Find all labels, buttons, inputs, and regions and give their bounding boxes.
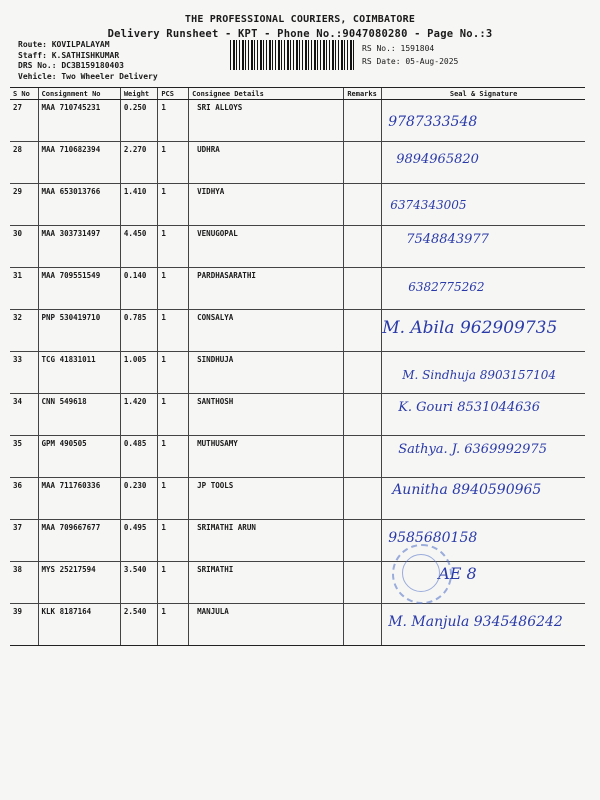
cell-sno: 31: [10, 268, 38, 310]
cell-pcs: 1: [158, 268, 189, 310]
table-row: [10, 184, 585, 226]
handwritten-signature: K. Gouri 8531044636: [398, 400, 540, 415]
rs-date: RS Date: 05-Aug-2025: [362, 57, 459, 66]
cell-signature: [382, 268, 585, 310]
cell-consignment: MAA 303731497: [38, 226, 120, 268]
cell-sno: 39: [10, 604, 38, 646]
cell-remarks: [344, 352, 382, 394]
cell-consignee: SANTHOSH: [189, 394, 344, 436]
cell-weight: 0.230: [120, 478, 157, 520]
cell-pcs: 1: [158, 394, 189, 436]
seal-stamp: [392, 544, 452, 604]
cell-sno: 37: [10, 520, 38, 562]
rs-info: [362, 42, 458, 68]
cell-sno: 27: [10, 100, 38, 142]
cell-pcs: 1: [158, 310, 189, 352]
cell-sno: 29: [10, 184, 38, 226]
col-header-pcs: PCS: [158, 88, 189, 100]
table-header-row: [10, 88, 585, 100]
cell-sno: 30: [10, 226, 38, 268]
col-header-weight: Weight: [120, 88, 157, 100]
cell-weight: 0.485: [120, 436, 157, 478]
cell-sno: 35: [10, 436, 38, 478]
table-row: [10, 604, 585, 646]
cell-weight: 0.785: [120, 310, 157, 352]
cell-consignment: MAA 710682394: [38, 142, 120, 184]
handwritten-signature: AE 8: [438, 564, 477, 583]
table-row: [10, 520, 585, 562]
cell-consignee: CONSALYA: [189, 310, 344, 352]
cell-pcs: 1: [158, 562, 189, 604]
cell-consignment: CNN 549618: [38, 394, 120, 436]
cell-weight: 4.450: [120, 226, 157, 268]
cell-consignment: MAA 711760336: [38, 478, 120, 520]
cell-consignee: JP TOOLS: [189, 478, 344, 520]
cell-remarks: [344, 226, 382, 268]
runsheet-title: Delivery Runsheet - KPT - Phone No.:9047080280 - Page No.:3: [107, 28, 493, 40]
cell-pcs: 1: [158, 604, 189, 646]
cell-remarks: [344, 310, 382, 352]
table-row: [10, 352, 585, 394]
cell-sno: 28: [10, 142, 38, 184]
cell-weight: 1.410: [120, 184, 157, 226]
cell-signature: [382, 604, 585, 646]
cell-consignment: PNP 530419710: [38, 310, 120, 352]
cell-consignee: SINDHUJA: [189, 352, 344, 394]
handwritten-signature: 9894965820: [396, 152, 479, 167]
staff-text: Staff: K.SATHISHKUMAR: [18, 50, 120, 60]
cell-sno: 32: [10, 310, 38, 352]
cell-consignment: MAA 709551549: [38, 268, 120, 310]
cell-consignee: PARDHASARATHI: [189, 268, 344, 310]
cell-remarks: [344, 100, 382, 142]
vehicle-text: Vehicle: Two Wheeler Delivery: [18, 71, 158, 81]
company-title: THE PROFESSIONAL COURIERS, COIMBATORE: [184, 14, 416, 25]
cell-consignee: VIDHYA: [189, 184, 344, 226]
handwritten-signature: 9585680158: [388, 530, 478, 546]
cell-signature: [382, 436, 585, 478]
cell-consignee: MANJULA: [189, 604, 344, 646]
runsheet-table: [10, 87, 585, 646]
col-header-signature: Seal & Signature: [382, 88, 585, 100]
table-row: [10, 394, 585, 436]
col-header-sno: S No: [10, 88, 38, 100]
rs-number: RS No.: 1591804: [362, 44, 435, 53]
cell-consignment: MAA 709667677: [38, 520, 120, 562]
cell-pcs: 1: [158, 142, 189, 184]
cell-signature: [382, 394, 585, 436]
handwritten-signature: Sathya. J. 6369992975: [398, 442, 547, 457]
cell-signature: [382, 478, 585, 520]
cell-consignee: UDHRA: [189, 142, 344, 184]
cell-remarks: [344, 562, 382, 604]
cell-sno: 33: [10, 352, 38, 394]
cell-pcs: 1: [158, 478, 189, 520]
cell-pcs: 1: [158, 226, 189, 268]
cell-weight: 0.140: [120, 268, 157, 310]
cell-weight: 2.540: [120, 604, 157, 646]
table-row: [10, 100, 585, 142]
cell-consignment: TCG 41831011: [38, 352, 120, 394]
handwritten-signature: M. Manjula 9345486242: [388, 614, 563, 630]
cell-remarks: [344, 520, 382, 562]
cell-sno: 36: [10, 478, 38, 520]
route-text: Route: KOVILPALAYAM: [18, 40, 110, 49]
cell-pcs: 1: [158, 184, 189, 226]
handwritten-signature: 7548843977: [406, 232, 489, 247]
cell-signature: [382, 142, 585, 184]
cell-consignee: MUTHUSAMY: [189, 436, 344, 478]
cell-signature: [382, 352, 585, 394]
handwritten-signature: 6382775262: [408, 280, 485, 294]
cell-sno: 38: [10, 562, 38, 604]
cell-remarks: [344, 268, 382, 310]
cell-consignee: SRIMATHI: [189, 562, 344, 604]
table-row: [10, 562, 585, 604]
cell-consignment: MAA 710745231: [38, 100, 120, 142]
cell-pcs: 1: [158, 520, 189, 562]
cell-weight: 0.250: [120, 100, 157, 142]
cell-consignment: MYS 25217594: [38, 562, 120, 604]
col-header-consignee: Consignee Details: [189, 88, 344, 100]
cell-weight: 0.495: [120, 520, 157, 562]
cell-consignment: MAA 653013766: [38, 184, 120, 226]
handwritten-signature: 9787333548: [388, 114, 478, 130]
cell-consignee: SRIMATHI ARUN: [189, 520, 344, 562]
table-row: [10, 478, 585, 520]
handwritten-signature: Aunitha 8940590965: [392, 482, 542, 498]
cell-remarks: [344, 436, 382, 478]
runsheet-meta: [18, 40, 158, 82]
cell-weight: 1.420: [120, 394, 157, 436]
col-header-consignment: Consignment No: [38, 88, 120, 100]
cell-remarks: [344, 478, 382, 520]
handwritten-signature: M. Sindhuja 8903157104: [402, 368, 557, 382]
cell-remarks: [344, 184, 382, 226]
drs-number: DRS No.: DC3B159180403: [18, 61, 124, 70]
cell-consignment: KLK 8187164: [38, 604, 120, 646]
table-row: [10, 436, 585, 478]
cell-signature: [382, 310, 585, 352]
col-header-remarks: Remarks: [344, 88, 382, 100]
cell-signature: [382, 184, 585, 226]
table-row: [10, 142, 585, 184]
cell-pcs: 1: [158, 436, 189, 478]
table-row: [10, 226, 585, 268]
barcode-image: [230, 40, 355, 70]
table-row: [10, 268, 585, 310]
cell-consignee: SRI ALLOYS: [189, 100, 344, 142]
cell-weight: 2.270: [120, 142, 157, 184]
cell-signature: [382, 100, 585, 142]
cell-pcs: 1: [158, 100, 189, 142]
handwritten-signature: M. Abila 962909735: [382, 318, 558, 338]
cell-pcs: 1: [158, 352, 189, 394]
cell-remarks: [344, 604, 382, 646]
cell-weight: 1.005: [120, 352, 157, 394]
cell-weight: 3.540: [120, 562, 157, 604]
cell-signature: [382, 226, 585, 268]
cell-sno: 34: [10, 394, 38, 436]
table-row: [10, 310, 585, 352]
cell-consignee: VENUGOPAL: [189, 226, 344, 268]
cell-consignment: GPM 490505: [38, 436, 120, 478]
cell-remarks: [344, 142, 382, 184]
table-body: [10, 100, 585, 646]
handwritten-signature: 6374343005: [390, 198, 467, 212]
cell-remarks: [344, 394, 382, 436]
